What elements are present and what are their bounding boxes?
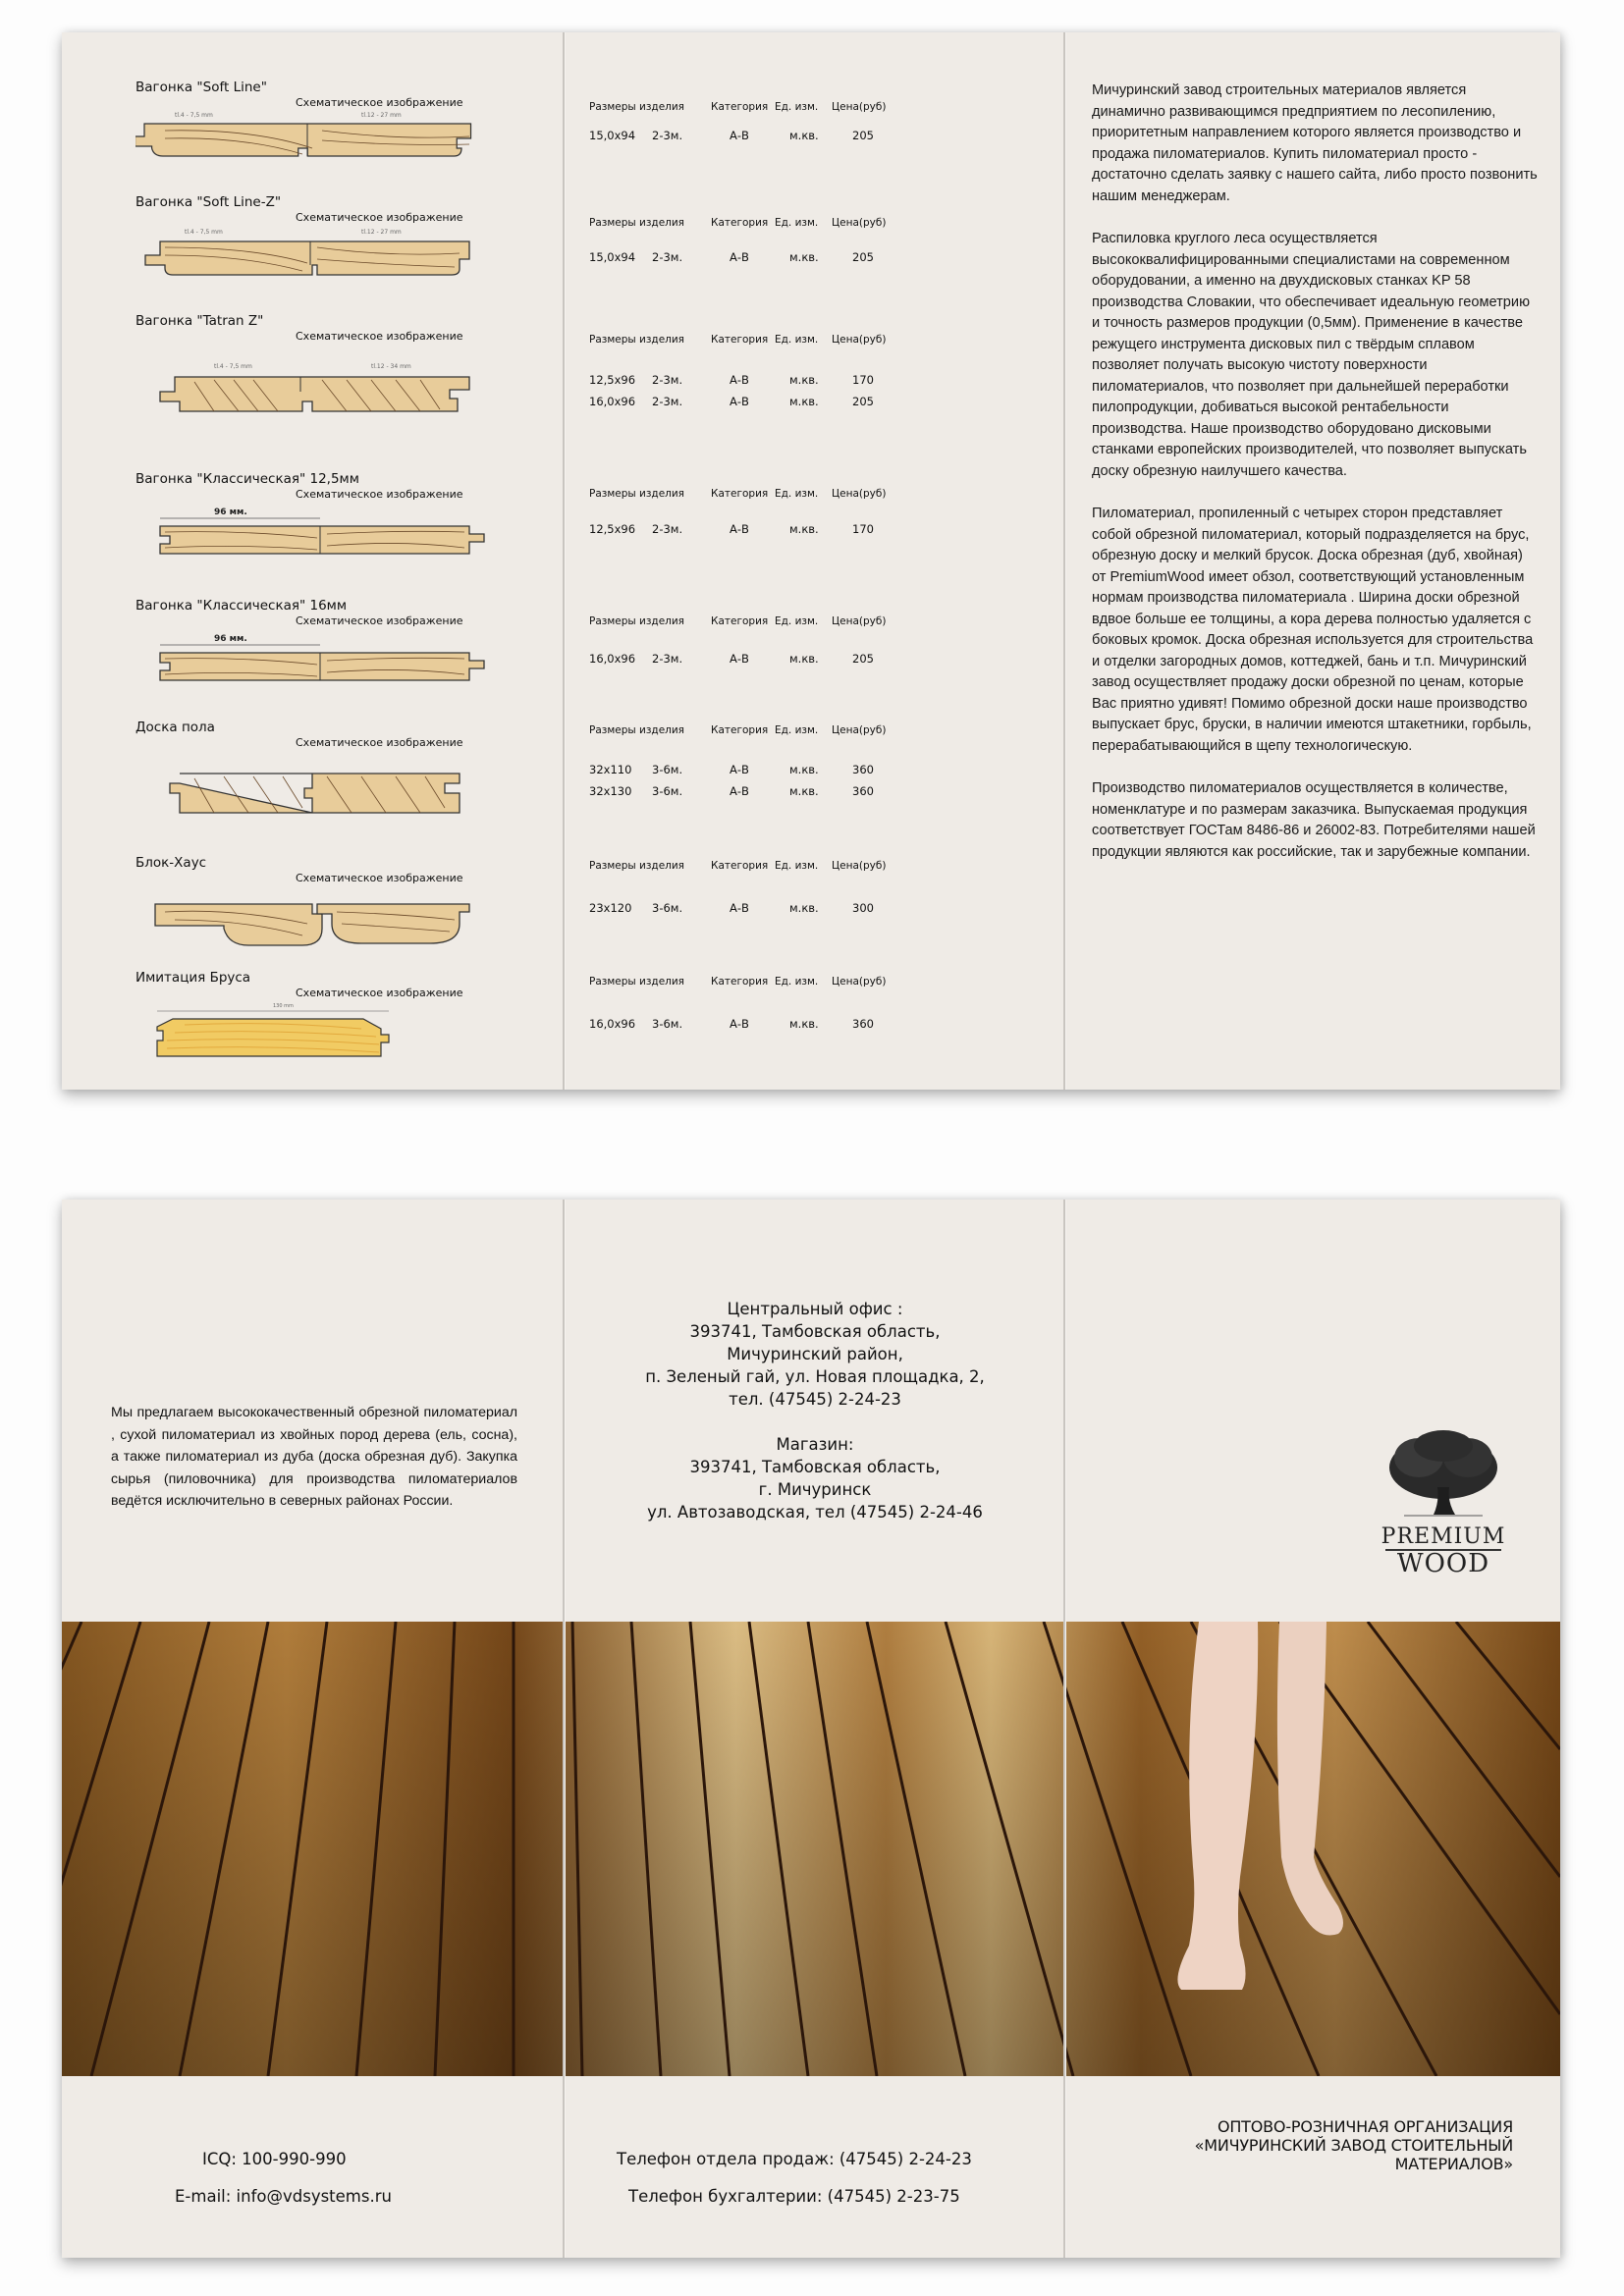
shop-address: Магазин: 393741, Тамбовская область, г. Мичуринск ул. Автозаводская, тел (47545) 2-24-46 [647,1435,983,1522]
board-profile-diagram [135,749,489,837]
email-link[interactable]: E-mail: info@vdsystems.ru [175,2187,392,2206]
product-diagrams-panel [62,32,563,1090]
icq-contact: ICQ: 100-990-990 [202,2150,347,2168]
price-table-header: Размеры изделия Категория Ед. изм. Цена(руб) [589,860,887,872]
product-title: Вагонка "Tatran Z" [135,313,264,329]
offer-text: Мы предлагаем высококачественный обрезной пиломатериал , сухой пиломатериал из хвойных пород дерева (ель, сосна), а также пиломатериал из дуба (доска обрезная дуб). Закупка сырья (пиловочника) для производства пиломатериалов ведётся исключительно в северных районах России. [111,1405,517,1510]
product-title: Имитация Бруса [135,970,251,986]
price-table-header: Размеры изделия Категория Ед. изм. Цена(руб) [589,488,887,500]
fold-line [1063,32,1065,1090]
about-paragraph: Производство пиломатериалов осуществляется в количестве, номенклатуре и по размерам заказчика. Выпускаемая продукция соответствует ГОСТам 8486-86 и 26002-83. Потребителями нашей продукции являются как российские, так и зарубежные компании. [1092,780,1536,860]
product-tatran-z [135,313,528,470]
svg-text:96 мм.: 96 мм. [214,634,247,644]
about-paragraph: Распиловка круглого леса осуществляется высококвалифицированными специалистами на современном оборудовании, а именно на двухдисковых станках KP 58 производства Словакии, что обеспечивает идеальную геометрию и точность размеров продукции (0,5мм). Применение в качестве режущего инструмента дисковых пил с твёрдым сплавом позволяет получать высокую чистоту поверхности пиломатериалов, что позволяет при дальнейшей переработки пилопродукции, добиваться высокой рентабельности производства. Наше производство оборудовано дисковыми станками европейских производителей, что позволяет выпускать доску обрезную наилучшего качества. [1092,231,1531,479]
board-profile-diagram [135,501,489,569]
svg-text:tl.4 - 7,5 mm: tl.4 - 7,5 mm [185,229,223,236]
diagram-caption: Схематическое изображение [296,614,463,627]
organization-name: ОПТОВО-РОЗНИЧНАЯ ОРГАНИЗАЦИЯ «МИЧУРИНСКИЙ ЗАВОД СТОИТЕЛЬНЫЙ МАТЕРИАЛОВ» [1194,2117,1513,2173]
svg-text:tl.4 - 7,5 mm: tl.4 - 7,5 mm [214,363,252,370]
svg-text:tl.12 - 27 mm: tl.12 - 27 mm [361,229,402,236]
oak-tree-icon [1384,1428,1502,1522]
svg-text:96 мм.: 96 мм. [214,507,247,517]
product-soft-line [135,80,528,197]
about-company-text [1092,80,1538,884]
svg-text:tl.12 - 27 mm: tl.12 - 27 mm [361,112,402,119]
diagram-caption: Схематическое изображение [296,736,463,749]
price-table-header: Размеры изделия Категория Ед. изм. Цена(руб) [589,217,887,229]
about-paragraph: Мичуринский завод строительных материалов является динамично развивающимся предприятием по лесопилению, приоритетным направлением которого является производство и продажа пиломатериалов. Купить пиломатериал просто - достаточно сделать заявку с нашего сайта, либо просто позвонить нашим менеджерам. [1092,82,1538,204]
svg-text:tl.4 - 7,5 mm: tl.4 - 7,5 mm [175,112,213,119]
price-row: 12,5x96 2-3м. А-В м.кв. 170 [589,373,874,387]
product-title: Блок-Хаус [135,855,207,871]
diagram-caption: Схематическое изображение [296,211,463,224]
diagram-caption: Схематическое изображение [296,987,463,999]
price-row: 16,0x96 2-3м. А-В м.кв. 205 [589,395,874,408]
price-row: 15,0x94 2-3м. А-В м.кв. 205 [589,250,874,264]
board-profile-diagram [135,999,489,1068]
price-table-header: Размеры изделия Категория Ед. изм. Цена(руб) [589,334,887,346]
product-title: Доска пола [135,720,215,735]
board-profile-diagram [135,109,489,178]
diagram-caption: Схематическое изображение [296,96,463,109]
product-soft-line-z [135,194,528,312]
board-profile-diagram [135,224,489,293]
product-title: Вагонка "Soft Line" [135,80,267,95]
price-row: 23x120 3-6м. А-В м.кв. 300 [589,901,874,915]
price-row: 16,0x96 3-6м. А-В м.кв. 360 [589,1017,874,1031]
accounting-phone: Телефон бухгалтерии: (47545) 2-23-75 [628,2187,960,2206]
premium-wood-logo [1360,1428,1527,1576]
price-table-header: Размеры изделия Категория Ед. изм. Цена(руб) [589,724,887,736]
price-row: 15,0x94 2-3м. А-В м.кв. 205 [589,129,874,142]
product-title: Вагонка "Soft Line-Z" [135,194,282,210]
board-profile-diagram [135,627,489,696]
sales-phone: Телефон отдела продаж: (47545) 2-24-23 [617,2150,972,2168]
price-table-header: Размеры изделия Категория Ед. изм. Цена(руб) [589,976,887,988]
product-title: Вагонка "Классическая" 12,5мм [135,471,359,487]
price-row: 32x130 3-6м. А-В м.кв. 360 [589,784,874,798]
addresses [565,1204,1065,1546]
central-office-address: Центральный офис : 393741, Тамбовская область, Мичуринский район, п. Зеленый гай, ул. Новая площадка, 2, тел. (47545) 2-24-23 [645,1300,985,1409]
diagram-caption: Схематическое изображение [296,330,463,343]
price-tables-panel [565,32,1063,1090]
brochure-inside-sheet [62,32,1560,1090]
price-table-header: Размеры изделия Категория Ед. изм. Цена(руб) [589,101,887,113]
wood-floor-photo [62,1622,1560,2076]
svg-text:tl.12 - 34 mm: tl.12 - 34 mm [371,363,411,370]
product-classic-16 [135,598,528,716]
product-floor-board [135,720,528,847]
logo-text-premium: PREMIUM [1380,1524,1506,1549]
product-title: Вагонка "Классическая" 16мм [135,598,348,614]
price-row: 16,0x96 2-3м. А-В м.кв. 205 [589,652,874,666]
product-classic-12-5 [135,471,528,589]
logo-text-wood: WOOD [1385,1549,1501,1576]
svg-text:130 mm: 130 mm [273,1003,294,1009]
brochure-outside-sheet [62,1200,1560,2258]
board-profile-diagram [135,884,489,963]
product-block-house [135,855,528,963]
price-row: 32x110 3-6м. А-В м.кв. 360 [589,763,874,776]
product-timber-imitation [135,970,528,1068]
price-table-header: Размеры изделия Категория Ед. изм. Цена(руб) [589,615,887,627]
price-row: 12,5x96 2-3м. А-В м.кв. 170 [589,522,874,536]
child-legs-photo [1171,1622,1368,2076]
board-profile-diagram [135,343,489,441]
diagram-caption: Схематическое изображение [296,872,463,884]
diagram-caption: Схематическое изображение [296,488,463,501]
about-paragraph: Пиломатериал, пропиленный с четырех сторон представляет собой обрезной пиломатериал, который подразделяется на брус, обрезную доску и мелкий брусок. Доска обрезная (дуб, хвойная) от PremiumWood имеет обзол, соответствующий установленным нормам производства пиломатериала . Ширина доски обрезной вдвое больше ее толщины, а кора дерева полностью удаляется с боковых кромок. Доска обрезная используется для строительства и отделки загородных домов, коттеджей, бань и т.п. Мичуринский завод осуществляет продажу доски обрезной по ценам, которые Вас приятно удивят! Помимо обрезной доски наше производство выпускает брус, бруски, в наличии имеются штакетники, горбыль, перерабатывающийся в щепу технологическую. [1092,506,1534,754]
